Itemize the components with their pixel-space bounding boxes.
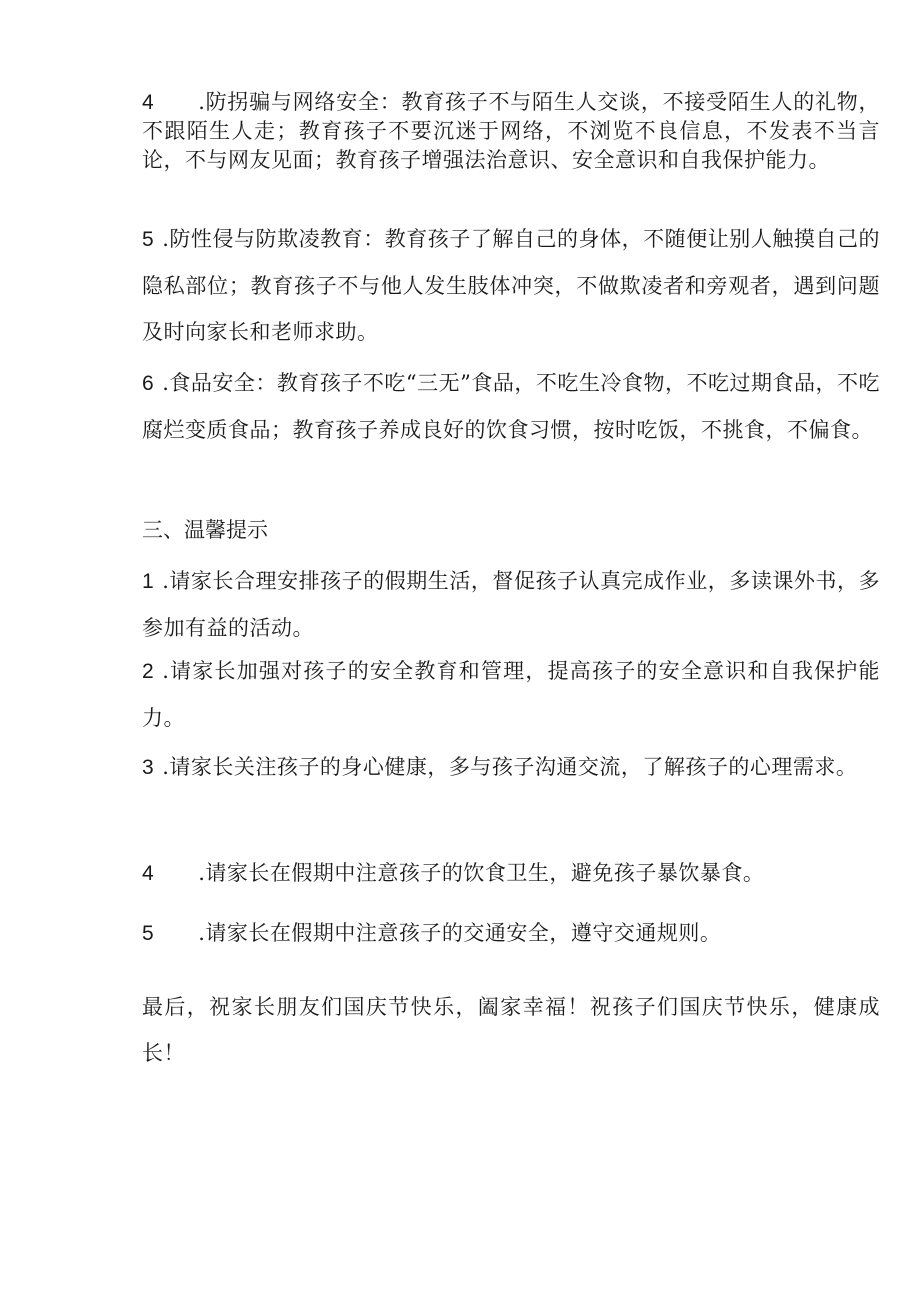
item-number: 4	[142, 91, 155, 114]
item-number: 1	[142, 570, 155, 593]
closing-paragraph: 最后，祝家长朋友们国庆节快乐，阖家幸福！祝孩子们国庆节快乐，健康成长！	[142, 995, 880, 1065]
item-text: .请家长在假期中注意孩子的饮食卫生，避免孩子暴饮暴食。	[198, 861, 765, 885]
tip-item-5-paragraph	[94, 910, 880, 957]
section-title-tips: 三、温馨提示	[142, 519, 268, 542]
item-text: .请家长加强对孩子的安全教育和管理，提高孩子的安全意识和自我保护能力。	[142, 659, 880, 730]
item-number: 3	[142, 756, 155, 779]
safety-item-5-paragraph	[94, 216, 880, 355]
tip-item-1-paragraph	[94, 558, 880, 651]
item-text: .防性侵与防欺凌教育：教育孩子了解自己的身体，不随便让别人触摸自己的隐私部位；教育孩子不与他人发生肢体冲突，不做欺凌者和旁观者，遇到问题及时向家长和老师求助。	[142, 227, 880, 344]
item-number: 5	[142, 228, 155, 251]
item-text: .防拐骗与网络安全：教育孩子不与陌生人交谈，不接受陌生人的礼物，不跟陌生人走；教育孩子不要沉迷于网络，不浏览不良信息，不发表不当言论，不与网友见面；教育孩子增强法治意识、安全意识和自我保护能力。	[142, 90, 880, 172]
item-text: .请家长关注孩子的身心健康，多与孩子沟通交流，了解孩子的心理需求。	[162, 755, 858, 779]
item-text: .请家长合理安排孩子的假期生活，督促孩子认真完成作业，多读课外书，多参加有益的活动。	[142, 569, 880, 640]
safety-item-6-paragraph	[94, 360, 880, 453]
safety-item-4-paragraph	[94, 88, 880, 175]
tip-item-3-paragraph	[94, 744, 880, 791]
item-number: 5	[142, 922, 155, 945]
item-number: 2	[142, 660, 155, 683]
tip-item-4-paragraph	[94, 850, 880, 897]
item-text: .食品安全：教育孩子不吃“三无”食品，不吃生冷食物，不吃过期食品，不吃腐烂变质食品；教育孩子养成良好的饮食习惯，按时吃饭，不挑食，不偏食。	[142, 371, 880, 442]
tip-item-2-paragraph	[94, 648, 880, 741]
item-number: 4	[142, 862, 155, 885]
item-number: 6	[142, 372, 155, 395]
item-text: .请家长在假期中注意孩子的交通安全，遵守交通规则。	[198, 921, 722, 945]
